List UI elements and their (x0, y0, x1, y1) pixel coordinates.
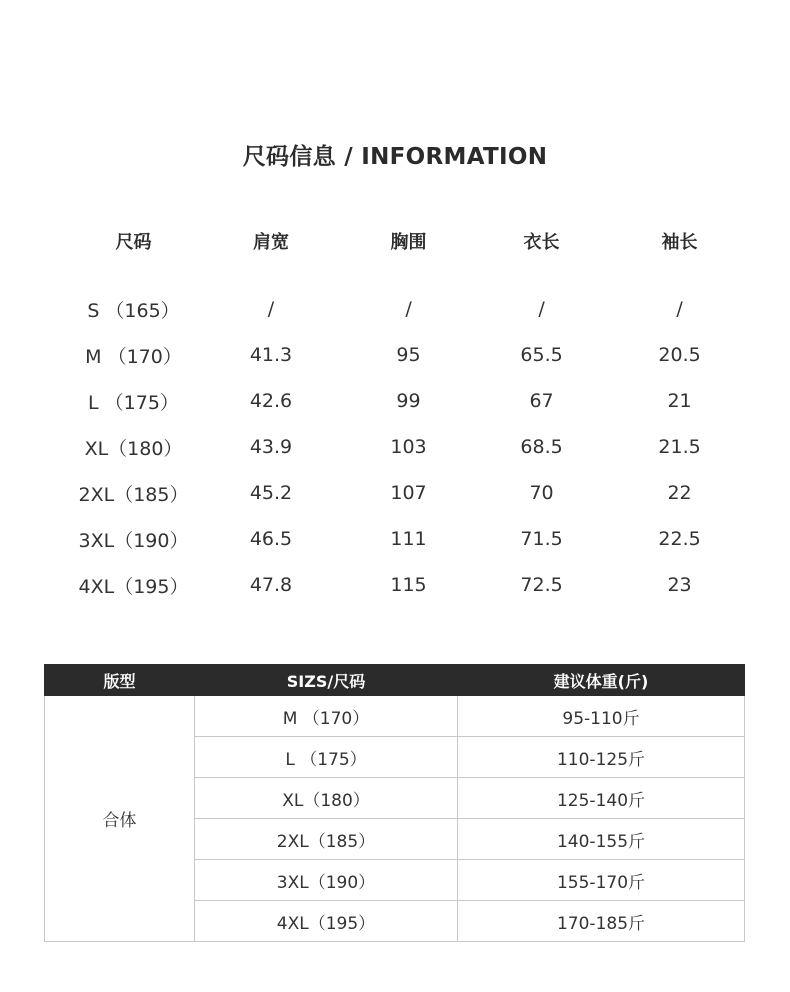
chest-cell: 99 (396, 390, 421, 412)
header-chest: 胸围 (390, 232, 427, 253)
length-cell: 68.5 (520, 436, 563, 458)
sleeve-cell: 22 (667, 482, 692, 504)
chest-cell: / (405, 298, 412, 320)
shoulder-cell: 43.9 (249, 436, 293, 458)
weight-cell: 170-185斤 (458, 901, 745, 942)
shoulder-cell: 42.6 (249, 390, 293, 412)
chest-cell: 103 (390, 436, 427, 458)
header-sizes: SIZS/尺码 (195, 665, 458, 696)
length-cell: 65.5 (520, 344, 563, 366)
size-table-header (64, 222, 754, 260)
page-title: 尺码信息 / INFORMATION (242, 144, 548, 170)
header-size: 尺码 (115, 232, 152, 253)
size-cell: 4XL（195） (78, 575, 189, 598)
fit-type-cell: 合体 (45, 696, 195, 942)
size-cell: 3XL（190） (78, 529, 189, 552)
header-weight: 建议体重(斤) (458, 665, 745, 696)
shoulder-cell: 47.8 (249, 574, 293, 596)
table-row (64, 516, 754, 562)
length-cell: 67 (529, 390, 554, 412)
sleeve-cell: / (676, 298, 683, 320)
header-shoulder: 肩宽 (253, 232, 289, 253)
sleeve-cell: 21 (667, 390, 692, 412)
shoulder-cell: 41.3 (249, 344, 293, 366)
header-fit-type: 版型 (45, 665, 195, 696)
sleeve-cell: 20.5 (658, 344, 701, 366)
chest-cell: 115 (390, 574, 427, 596)
header-sleeve: 袖长 (661, 232, 698, 253)
size-cell: XL（180） (195, 778, 458, 819)
length-cell: / (538, 298, 545, 320)
size-cell: L （175） (88, 391, 179, 414)
size-cell: S （165） (87, 299, 180, 322)
size-cell: 2XL（185） (78, 483, 189, 506)
table-row (64, 378, 754, 424)
fit-weight-table (44, 664, 745, 942)
chest-cell: 107 (390, 482, 427, 504)
table-row (64, 470, 754, 516)
chest-cell: 111 (390, 528, 427, 550)
table-row (64, 424, 754, 470)
size-cell: M （170） (195, 696, 458, 737)
size-cell: XL（180） (84, 437, 183, 460)
size-cell: 2XL（185） (195, 819, 458, 860)
table-row (64, 332, 754, 378)
sleeve-cell: 21.5 (658, 436, 701, 458)
table-row (64, 562, 754, 608)
size-table (64, 222, 754, 608)
size-cell: L （175） (195, 737, 458, 778)
weight-cell: 125-140斤 (458, 778, 745, 819)
weight-cell: 95-110斤 (458, 696, 745, 737)
size-cell: M （170） (85, 345, 182, 368)
size-cell: 3XL（190） (195, 860, 458, 901)
sleeve-cell: 22.5 (658, 528, 701, 550)
shoulder-cell: 45.2 (249, 482, 293, 504)
weight-cell: 110-125斤 (458, 737, 745, 778)
size-cell: 4XL（195） (195, 901, 458, 942)
length-cell: 71.5 (520, 528, 563, 550)
table-row (64, 286, 754, 332)
length-cell: 72.5 (520, 574, 563, 596)
weight-cell: 140-155斤 (458, 819, 745, 860)
header-length: 衣长 (523, 232, 560, 253)
chest-cell: 95 (396, 344, 421, 366)
length-cell: 70 (529, 482, 554, 504)
fit-table-header (45, 665, 745, 696)
shoulder-cell: 46.5 (249, 528, 293, 550)
shoulder-cell: / (267, 298, 275, 320)
weight-cell: 155-170斤 (458, 860, 745, 901)
sleeve-cell: 23 (667, 574, 692, 596)
table-row (45, 696, 745, 737)
